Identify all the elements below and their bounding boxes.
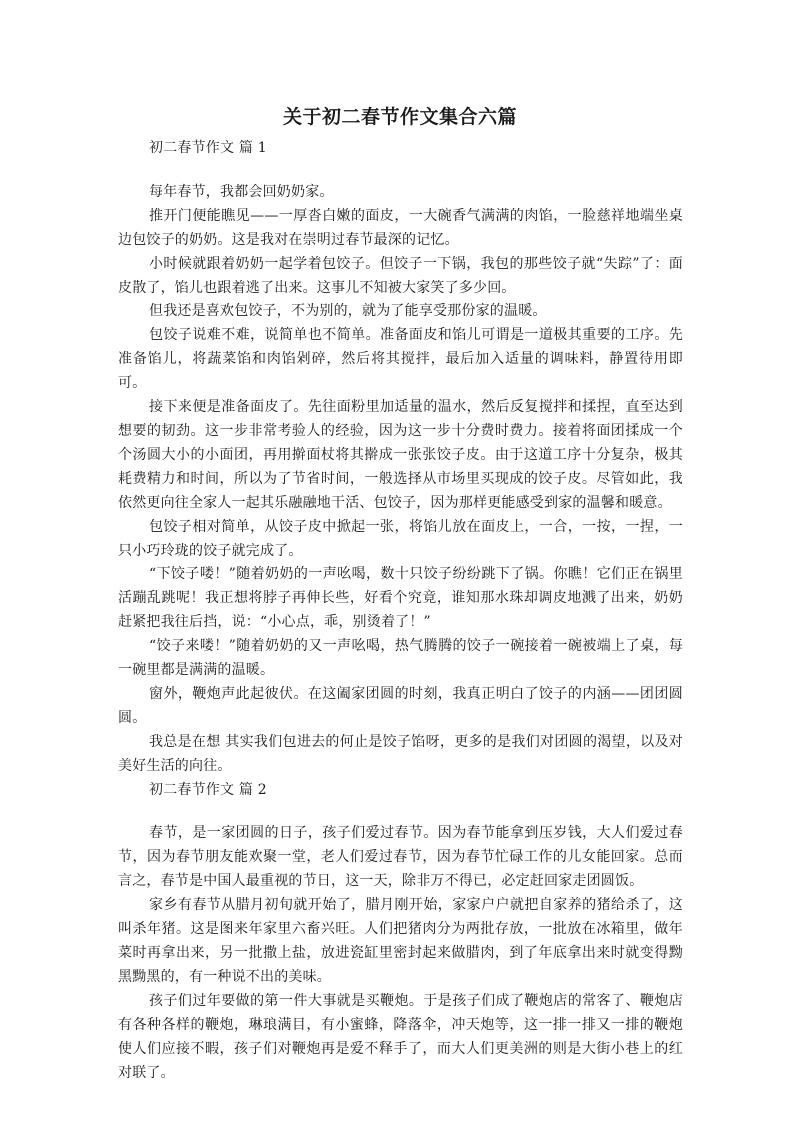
section-gap — [118, 802, 683, 822]
paragraph: “饺子来喽！”随着奶奶的又一声吆喝，热气腾腾的饺子一碗接着一碗被端上了桌，每一碗里都是满满的温暖。 — [118, 638, 683, 679]
paragraph: 包饺子相对简单，从饺子皮中掀起一张，将馅儿放在面皮上，一合，一按，一捏，一只小巧玲珑的饺子就完成了。 — [118, 518, 683, 559]
paragraph: 小时候就跟着奶奶一起学着包饺子。但饺子一下锅，我包的那些饺子就“失踪”了：面皮散了，馅儿也跟着逃了出来。这事儿不知被大家笑了多少回。 — [118, 255, 683, 296]
paragraph: 每年春节，我都会回奶奶家。 — [149, 183, 334, 200]
paragraph: 但我还是喜欢包饺子，不为别的，就为了能享受那份家的温暖。 — [149, 303, 547, 320]
paragraph: 孩子们过年要做的第一件大事就是买鞭炮。于是孩子们成了鞭炮店的常客了、鞭炮店有各种各样的鞭炮，琳琅满目，有小蜜蜂，降落伞，冲天炮等，这一排一排又一排的鞭炮使人们应接不暇，孩子们对鞭炮再是爱不释手了，而大人们更美洲的则是大街小巷上的红对联了。 — [118, 992, 683, 1081]
section-heading-2: 初二春节作文 篇 2 — [149, 781, 267, 798]
document-body — [118, 137, 683, 1085]
paragraph: 春节，是一家团圆的日子，孩子们爱过春节。因为春节能拿到压岁钱，大人们爱过春节，因为春节朋友能欢聚一堂，老人们爱过春节，因为春节忙碌工作的儿女能回家。总而言之，春节是中国人最重视的节日，这一天，除非万不得已，必定赶回家走团圆饭。 — [118, 825, 683, 890]
section-gap — [118, 161, 683, 181]
section-heading-1: 初二春节作文 篇 1 — [149, 140, 267, 156]
paragraph: 推开门便能瞧见——一厚沓白嫩的面皮，一大碗香气满满的肉馅，一脸慈祥地端坐桌边包饺子的奶奶。这是我对在崇明过春节最深的记忆。 — [118, 207, 683, 248]
paragraph: 包饺子说难不难，说简单也不简单。准备面皮和馅儿可谓是一道极其重要的工序。先准备馅儿，将蔬菜馅和肉馅剁碎，然后将其搅拌，最后加入适量的调味料，静置待用即可。 — [118, 327, 683, 392]
paragraph: 我总是在想 其实我们包进去的何止是饺子馅呀，更多的是我们对团圆的渴望，以及对美好生活的向往。 — [118, 733, 683, 774]
paragraph: “下饺子喽！”随着奶奶的一声吆喝，数十只饺子纷纷跳下了锅。你瞧！它们正在锅里活蹦乱跳呢！我正想将脖子再伸长些，好看个究竟，谁知那水珠却调皮地溅了出来，奶奶赶紧把我往后挡，说：“小心点，乖，别烫着了！” — [118, 566, 683, 631]
paragraph: 接下来便是准备面皮了。先往面粉里加适量的温水，然后反复搅拌和揉捏，直至达到想要的韧劲。这一步非常考验人的经验，因为这一步十分费时费力。接着将面团揉成一个个汤圆大小的小面团，再用擀面杖将其擀成一张张饺子皮。由于这道工序十分复杂，极其耗费精力和时间，所以为了节省时间，一般选择从市场里买现成的饺子皮。尽管如此，我依然更向往全家人一起其乐融融地干活、包饺子，因为那样更能感受到家的温馨和暖意。 — [118, 399, 683, 511]
paragraph: 家乡有春节从腊月初旬就开始了，腊月刚开始，家家户户就把自家养的猪给杀了，这叫杀年猪。这是图来年家里六畜兴旺。人们把猪肉分为两批存放，一批放在冰箱里，做年菜时再拿出来，另一批撒上盐，放进瓷缸里密封起来做腊肉，到了年底拿出来时就变得黝黑黝黑的，有一种说不出的美味。 — [118, 897, 683, 985]
paragraph: 窗外，鞭炮声此起彼伏。在这阖家团圆的时刻，我真正明白了饺子的内涵——团团圆圆。 — [118, 685, 683, 726]
document-title: 关于初二春节作文集合六篇 — [282, 106, 517, 128]
